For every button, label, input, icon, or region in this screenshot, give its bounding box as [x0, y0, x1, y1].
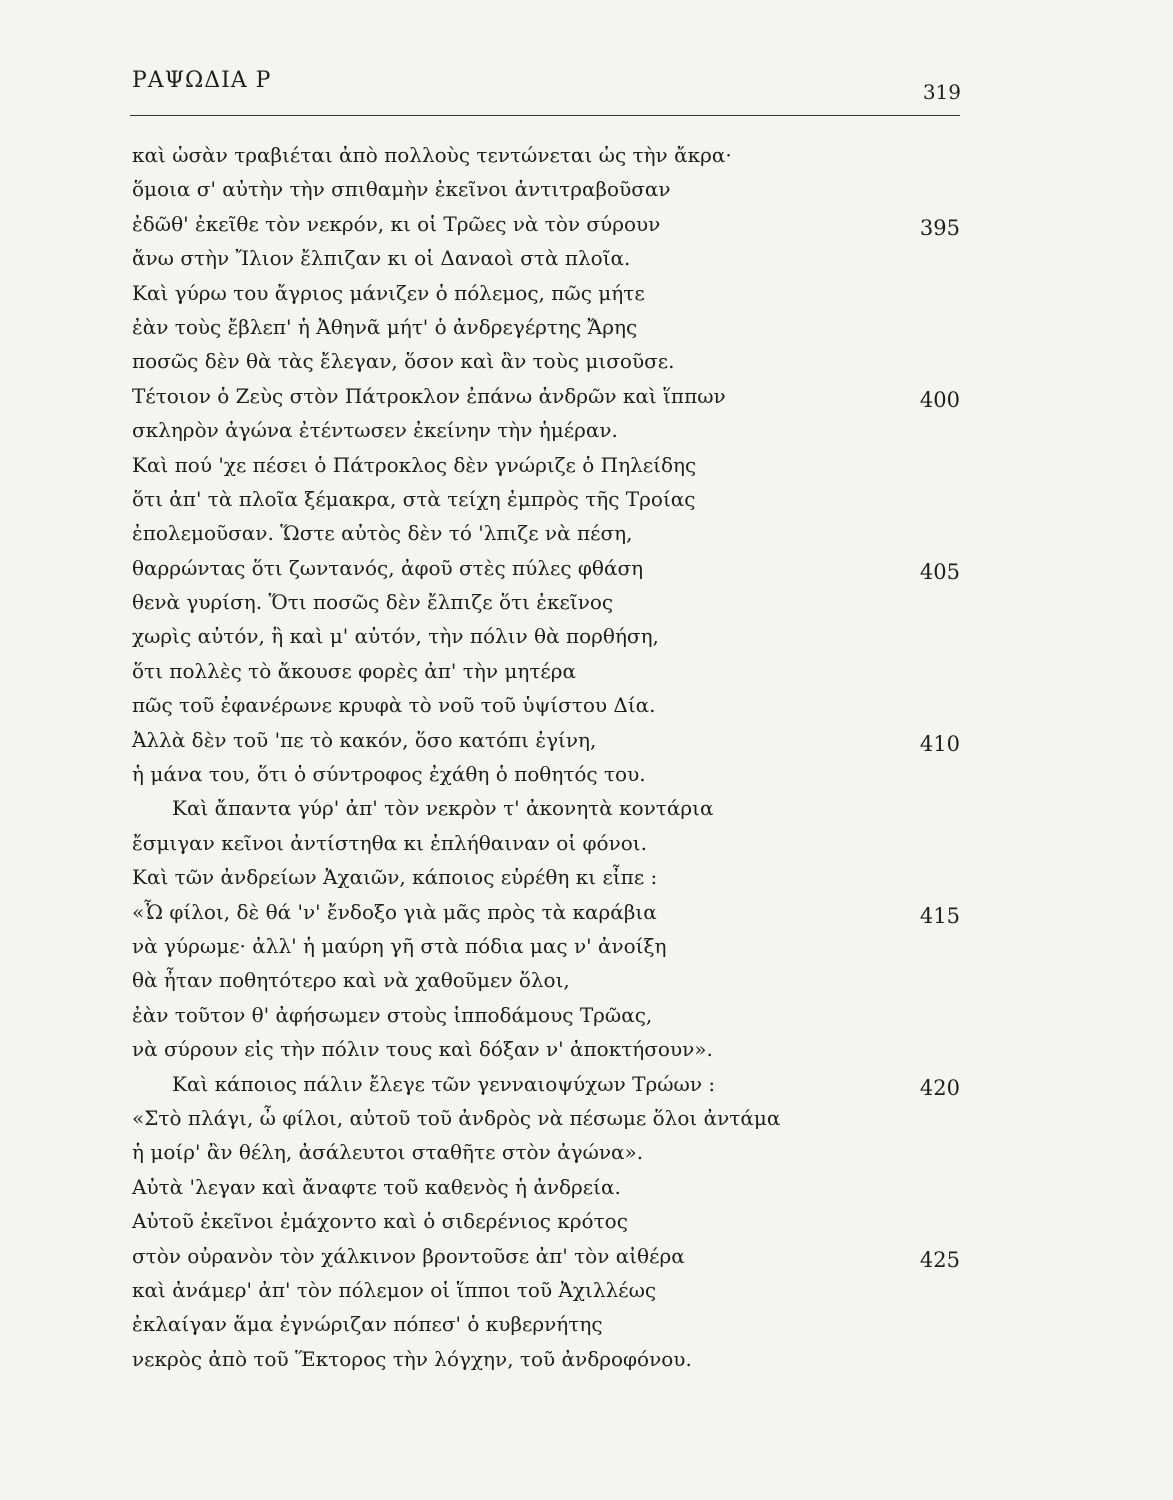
verse-text: ἐὰν τοῦτον θ' ἀφήσωμεν στοὺς ἱπποδάμους Τρῶας, [132, 1002, 653, 1027]
verse-line [132, 1307, 962, 1341]
running-title: ΡΑΨΩΔΙΑ Ρ [132, 68, 272, 93]
verse-text: «Ὦ φίλοι, δὲ θά 'ν' ἔνδοξο γιὰ μᾶς πρὸς τὰ καράβια [132, 899, 657, 924]
line-number: 420 [919, 1075, 960, 1100]
verse-line [132, 585, 962, 619]
verse-block [132, 138, 962, 1376]
verse-line [132, 757, 962, 791]
verse-text: ἐὰν τοὺς ἔβλεπ' ἡ Ἀθηνᾶ μήτ' ὁ ἀνδρεγέρτης Ἄρης [132, 314, 638, 339]
verse-text: ἡ μοίρ' ἂν θέλη, ἀσάλευτοι σταθῆτε στὸν ἀγώνα». [132, 1140, 644, 1165]
verse-line [132, 654, 962, 688]
verse-line [132, 172, 962, 206]
verse-text: ὅμοια σ' αὐτὴν τὴν σπιθαμὴν ἐκεῖνοι ἀντιτραβοῦσαν [132, 177, 671, 202]
verse-line [132, 1239, 962, 1273]
verse-text: θενὰ γυρίση. Ὅτι ποσῶς δὲν ἔλπιζε ὅτι ἐκεῖνος [132, 590, 614, 615]
verse-text: Τέτοιον ὁ Ζεὺς στὸν Πάτροκλον ἐπάνω ἀνδρῶν καὶ ἵππων [132, 383, 726, 408]
verse-text: καὶ ὡσὰν τραβιέται ἀπὸ πολλοὺς τεντώνεται ὡς τὴν ἄκρα· [132, 143, 732, 167]
verse-text: πῶς τοῦ ἐφανέρωνε κρυφὰ τὸ νοῦ τοῦ ὑψίστου Δία. [132, 693, 656, 718]
verse-line [132, 276, 962, 310]
verse-line [132, 1273, 962, 1307]
verse-line [132, 791, 962, 825]
verse-text: ὅτι ἀπ' τὰ πλοῖα ξέμακρα, στὰ τείχη ἐμπρὸς τῆς Τροίας [132, 486, 696, 511]
line-number: 405 [919, 559, 960, 584]
verse-line [132, 1032, 962, 1066]
verse-line [132, 551, 962, 585]
verse-text: Καὶ γύρω του ἄγριος μάνιζεν ὁ πόλεμος, πῶς μήτε [132, 280, 645, 305]
verse-text: ἔσμιγαν κεῖνοι ἀντίστηθα κι ἐπλήθαιναν οἱ φόνοι. [132, 830, 647, 855]
verse-text: ἐπολεμοῦσαν. Ὥστε αὐτὸς δὲν τό 'λπιζε νὰ πέση, [132, 521, 633, 546]
verse-line [132, 723, 962, 757]
verse-text: Καὶ πού 'χε πέσει ὁ Πάτροκλος δὲν γνώριζε ὁ Πηλείδης [132, 452, 697, 477]
verse-line [132, 1342, 962, 1376]
verse-text: Ἀλλὰ δὲν τοῦ 'πε τὸ κακόν, ὅσο κατόπι ἐγίνη, [132, 727, 597, 752]
verse-text: ὅτι πολλὲς τὸ ἄκουσε φορὲς ἀπ' τὴν μητέρα [132, 658, 577, 683]
verse-text: νεκρὸς ἀπὸ τοῦ Ἕκτορος τὴν λόγχην, τοῦ ἀνδροφόνου. [132, 1346, 692, 1371]
verse-text: καὶ ἀνάμερ' ἀπ' τὸν πόλεμον οἱ ἵπποι τοῦ Ἀχιλλέως [132, 1277, 657, 1302]
verse-line [132, 619, 962, 653]
verse-line [132, 379, 962, 413]
verse-line [132, 1101, 962, 1135]
verse-line [132, 241, 962, 275]
verse-text: θὰ ἦταν ποθητότερο καὶ νὰ χαθοῦμεν ὅλοι, [132, 968, 570, 993]
verse-line [132, 1067, 962, 1101]
verse-line [132, 1170, 962, 1204]
verse-text: ἐδῶθ' ἐκεῖθε τὸν νεκρόν, κι οἱ Τρῶες νὰ τὸν σύρουν [132, 211, 661, 236]
verse-text: σκληρὸν ἀγώνα ἐτέντωσεν ἐκείνην τὴν ἡμέραν. [132, 418, 618, 443]
page-number: 319 [922, 80, 961, 104]
verse-line [132, 344, 962, 378]
verse-line [132, 963, 962, 997]
verse-line [132, 860, 962, 894]
line-number: 425 [919, 1247, 960, 1272]
verse-text: ἡ μάνα του, ὅτι ὁ σύντροφος ἐχάθη ὁ ποθητός του. [132, 762, 646, 787]
header-rule [130, 115, 960, 116]
verse-line [132, 448, 962, 482]
line-number: 395 [919, 215, 960, 240]
verse-line [132, 826, 962, 860]
verse-text: ἐκλαίγαν ἅμα ἐγνώριζαν πόπεσ' ὁ κυβερνήτης [132, 1312, 603, 1337]
line-number: 415 [919, 903, 960, 928]
verse-line [132, 998, 962, 1032]
verse-line [132, 413, 962, 447]
verse-line [132, 895, 962, 929]
verse-line [132, 310, 962, 344]
verse-line [132, 482, 962, 516]
verse-line [132, 929, 962, 963]
line-number: 400 [919, 387, 960, 412]
verse-text: θαρρώντας ὅτι ζωντανός, ἀφοῦ στὲς πύλες φθάση [132, 555, 644, 580]
verse-text: ποσῶς δὲν θὰ τὰς ἔλεγαν, ὅσον καὶ ἂν τοὺς μισοῦσε. [132, 349, 675, 374]
verse-text: Καὶ τῶν ἀνδρείων Ἀχαιῶν, κάποιος εὑρέθη κι εἶπε : [132, 865, 658, 890]
verse-line [132, 516, 962, 550]
verse-text: στὸν οὐρανὸν τὸν χάλκινον βροντοῦσε ἀπ' τὸν αἰθέρα [132, 1243, 685, 1268]
verse-text: Αὐτοῦ ἐκεῖνοι ἐμάχοντο καὶ ὁ σιδερένιος κρότος [132, 1209, 628, 1234]
verse-text: χωρὶς αὐτόν, ἢ καὶ μ' αὐτόν, τὴν πόλιν θὰ πορθήση, [132, 624, 659, 649]
verse-line [132, 207, 962, 241]
verse-text: Καὶ κάποιος πάλιν ἔλεγε τῶν γενναιοψύχων Τρώων : [172, 1071, 716, 1096]
verse-text: Καὶ ἄπαντα γύρ' ἀπ' τὸν νεκρὸν τ' ἀκονητὰ κοντάρια [172, 796, 714, 821]
verse-text: Αὐτὰ 'λεγαν καὶ ἄναφτε τοῦ καθενὸς ἡ ἀνδρεία. [132, 1174, 621, 1199]
verse-line [132, 1204, 962, 1238]
verse-text: νὰ σύρουν εἰς τὴν πόλιν τους καὶ δόξαν ν' ἀποκτήσουν». [132, 1037, 713, 1062]
verse-text: «Στὸ πλάγι, ὦ φίλοι, αὐτοῦ τοῦ ἀνδρὸς νὰ πέσωμε ὅλοι ἀντάμα [132, 1105, 781, 1130]
verse-text: ἄνω στὴν Ἴλιον ἔλπιζαν κι οἱ Δαναοὶ στὰ πλοῖα. [132, 246, 631, 271]
line-number: 410 [919, 731, 960, 756]
verse-text: νὰ γύρωμε· ἀλλ' ἡ μαύρη γῆ στὰ πόδια μας ν' ἀνοίξη [132, 933, 667, 958]
verse-line [132, 1135, 962, 1169]
verse-line [132, 688, 962, 722]
verse-line [132, 138, 962, 172]
